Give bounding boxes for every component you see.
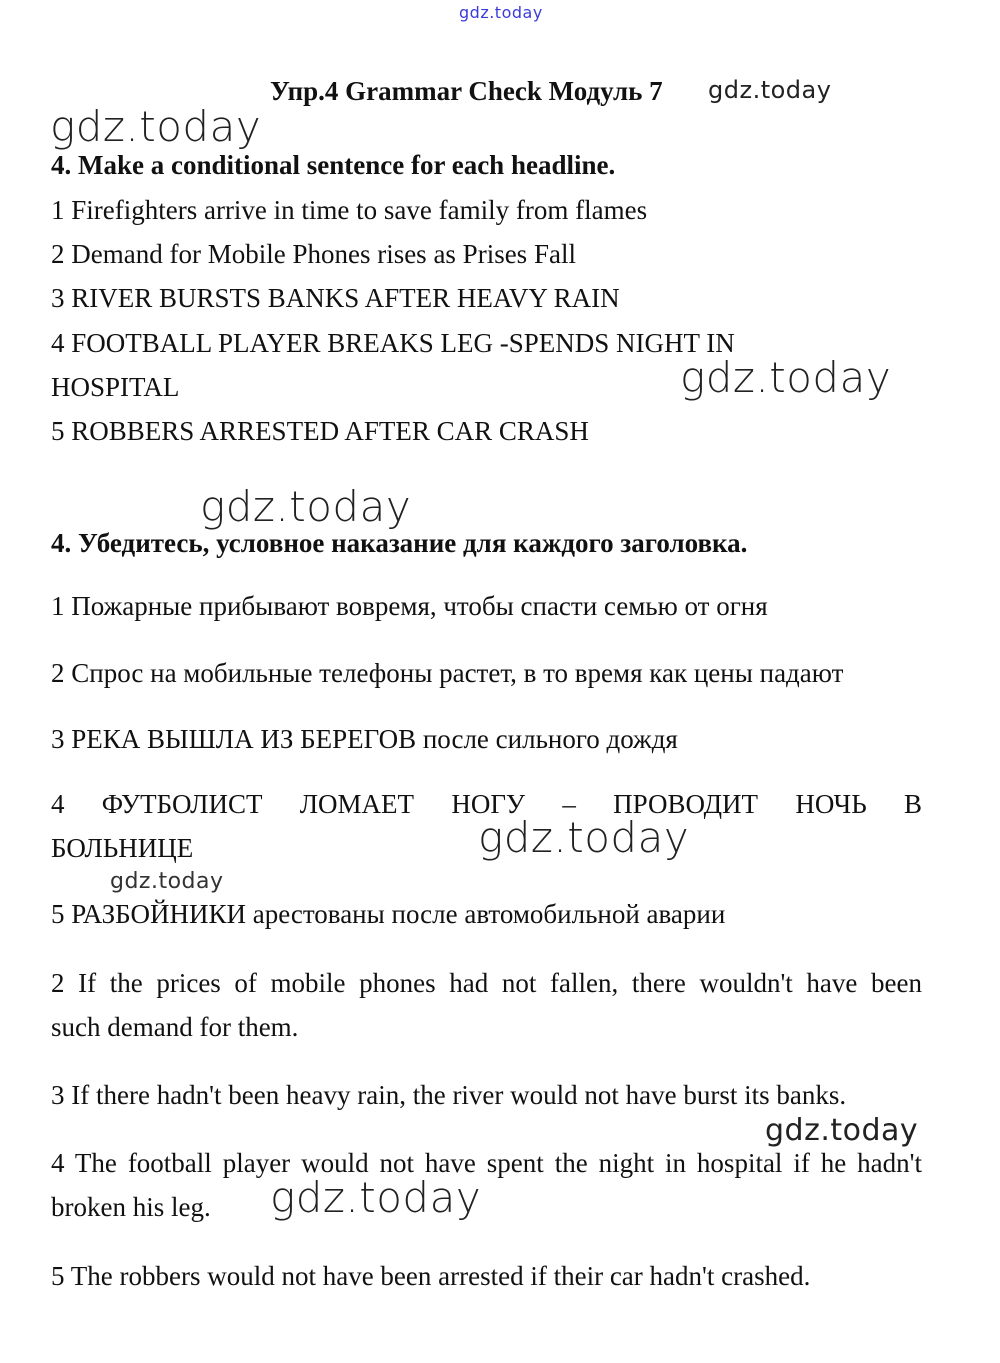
- watermark: gdz.today: [270, 1173, 482, 1222]
- answer: 5 The robbers would not have been arrested if their car hadn't crashed.: [51, 1261, 811, 1291]
- headline: HOSPITAL: [51, 372, 180, 402]
- headline: 3 RIVER BURSTS BANKS AFTER HEAVY RAIN: [51, 283, 620, 313]
- headline-ru: 5 РАЗБОЙНИКИ арестованы после автомобильной аварии: [51, 899, 726, 929]
- headline-ru: 1 Пожарные прибывают вовремя, чтобы спасти семью от огня: [51, 591, 768, 621]
- headline-ru: 4 ФУТБОЛИСТ ЛОМАЕТ НОГУ – ПРОВОДИТ НОЧЬ В: [51, 789, 922, 819]
- watermark: gdz.today: [680, 353, 892, 402]
- watermark: gdz.today: [50, 102, 262, 151]
- watermark: gdz.today: [765, 1113, 919, 1148]
- answer: such demand for them.: [51, 1012, 299, 1042]
- headline: 2 Demand for Mobile Phones rises as Prises Fall: [51, 239, 576, 269]
- headline: 1 Firefighters arrive in time to save family from flames: [51, 195, 648, 225]
- watermark: gdz.today: [459, 3, 543, 22]
- watermark: gdz.today: [110, 869, 224, 894]
- page-title: Упр.4 Grammar Check Модуль 7: [270, 76, 663, 106]
- answer: 3 If there hadn't been heavy rain, the river would not have burst its banks.: [51, 1080, 847, 1110]
- headline: 5 ROBBERS ARRESTED AFTER CAR CRASH: [51, 416, 589, 446]
- answer: 2 If the prices of mobile phones had not fallen, there wouldn't have been: [51, 968, 922, 998]
- watermark: gdz.today: [708, 76, 832, 104]
- headline-ru: БОЛЬНИЦЕ: [51, 833, 194, 863]
- task-heading-en: 4. Make a conditional sentence for each headline.: [51, 150, 616, 180]
- task-heading-ru: 4. Убедитесь, условное наказание для каждого заголовка.: [51, 528, 748, 558]
- headline-ru: 3 РЕКА ВЫШЛА ИЗ БЕРЕГОВ после сильного дождя: [51, 724, 678, 754]
- headline: 4 FOOTBALL PLAYER BREAKS LEG -SPENDS NIGHT IN: [51, 328, 735, 358]
- headline-ru: 2 Спрос на мобильные телефоны растет, в то время как цены падают: [51, 658, 844, 688]
- answer: 4 The football player would not have spent the night in hospital if he hadn't: [51, 1148, 922, 1178]
- answer: broken his leg.: [51, 1192, 211, 1222]
- watermark: gdz.today: [478, 813, 690, 862]
- watermark: gdz.today: [200, 482, 412, 531]
